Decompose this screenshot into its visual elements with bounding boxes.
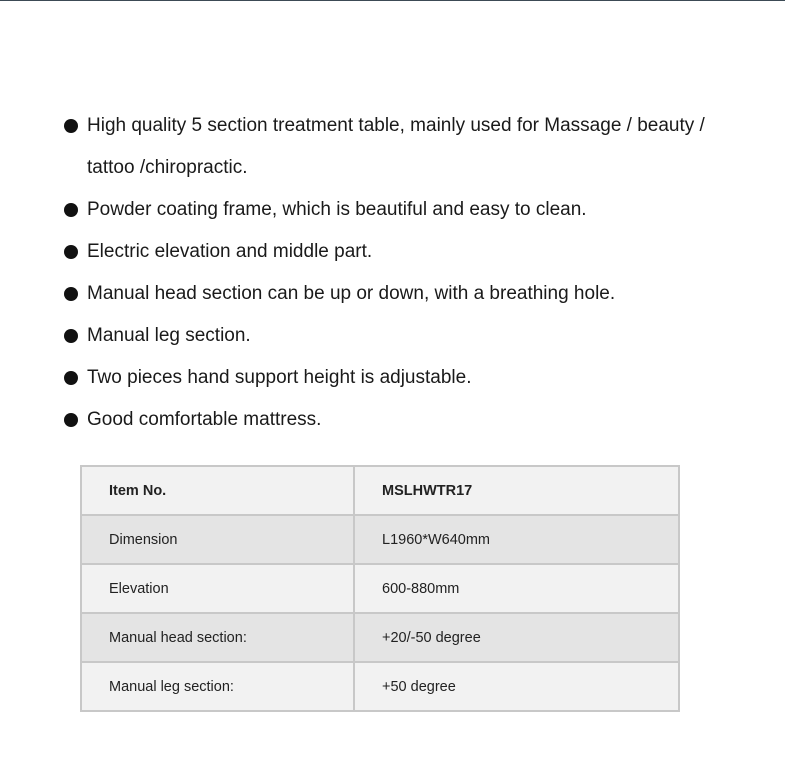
table-row	[81, 662, 679, 711]
feature-list	[62, 105, 707, 441]
feature-text: Electric elevation and middle part.	[87, 241, 373, 262]
spec-value: L1960*W640mm	[354, 515, 679, 564]
feature-item	[62, 315, 707, 357]
table-row	[81, 564, 679, 613]
spec-label: Dimension	[81, 515, 354, 564]
feature-text: Powder coating frame, which is beautiful and easy to clean.	[87, 199, 587, 220]
bullet-icon	[64, 119, 78, 133]
bullet-icon	[64, 329, 78, 343]
spec-label: Manual head section:	[81, 613, 354, 662]
feature-text: Manual leg section.	[87, 325, 251, 346]
bullet-icon	[64, 203, 78, 217]
table-row	[81, 466, 679, 515]
bullet-icon	[64, 371, 78, 385]
spec-value: +20/-50 degree	[354, 613, 679, 662]
table-row	[81, 613, 679, 662]
feature-item	[62, 189, 707, 231]
bullet-icon	[64, 245, 78, 259]
top-divider	[0, 0, 785, 1]
feature-item	[62, 273, 707, 315]
spec-value: +50 degree	[354, 662, 679, 711]
feature-text: Manual head section can be up or down, with a breathing hole.	[87, 283, 616, 304]
feature-text: Two pieces hand support height is adjustable.	[87, 367, 472, 388]
feature-text: Good comfortable mattress.	[87, 409, 322, 430]
spec-label: Manual leg section:	[81, 662, 354, 711]
feature-item	[62, 231, 707, 273]
spec-table	[80, 465, 680, 712]
spec-value: 600-880mm	[354, 564, 679, 613]
bullet-icon	[64, 413, 78, 427]
spec-label: Item No.	[81, 466, 354, 515]
feature-text: High quality 5 section treatment table, mainly used for Massage / beauty / tattoo /chiropractic.	[87, 115, 705, 178]
spec-label: Elevation	[81, 564, 354, 613]
spec-value: MSLHWTR17	[354, 466, 679, 515]
table-row	[81, 515, 679, 564]
feature-item	[62, 399, 707, 441]
feature-item	[62, 105, 707, 189]
bullet-icon	[64, 287, 78, 301]
feature-item	[62, 357, 707, 399]
